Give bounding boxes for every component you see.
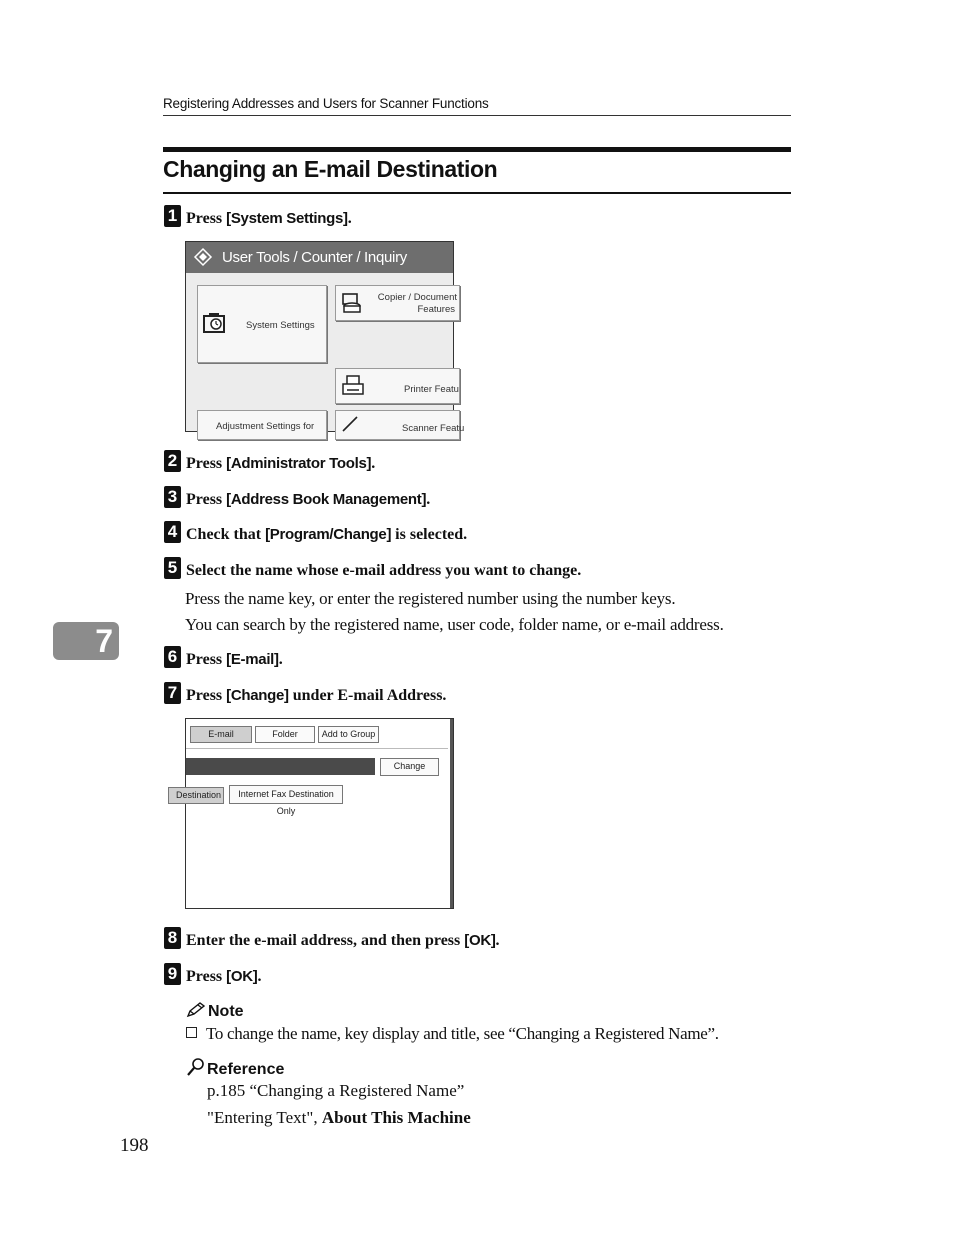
title-rule-top xyxy=(163,147,791,152)
destination-tab[interactable]: Destination xyxy=(168,787,224,804)
email-tab[interactable]: E-mail xyxy=(190,726,252,743)
header-rule xyxy=(163,115,791,116)
screenshot-right-edge xyxy=(450,719,453,908)
user-tools-screenshot xyxy=(185,241,465,434)
step-5-body-line-2: You can search by the registered name, user code, folder name, or e-mail address. xyxy=(185,615,724,634)
change-button[interactable]: Change xyxy=(380,758,439,776)
user-tools-title-bar xyxy=(186,242,453,273)
chapter-tab: 7 xyxy=(53,622,119,660)
step-number-6: 6 xyxy=(164,646,181,668)
email-tab-screenshot xyxy=(175,718,454,909)
copier-label-line2: Features xyxy=(417,304,455,315)
step-3-text: Press [Address Book Management]. xyxy=(186,491,431,508)
step-number-4: 4 xyxy=(164,521,181,543)
step-9-text: Press [OK]. xyxy=(186,968,262,985)
step-number-5: 5 xyxy=(164,557,181,579)
note-item: To change the name, key display and title, see “Changing a Registered Name”. xyxy=(186,1024,719,1044)
step-number-3: 3 xyxy=(164,486,181,508)
magnifier-icon xyxy=(186,1058,206,1076)
step-7-text: Press [Change] under E-mail Address. xyxy=(186,687,447,704)
system-settings-button[interactable] xyxy=(197,285,327,363)
system-settings-icon xyxy=(202,311,226,335)
printer-label: Printer Featu xyxy=(404,384,459,395)
email-address-field[interactable] xyxy=(186,758,375,775)
scanner-label: Scanner Featu xyxy=(402,423,465,434)
system-settings-label: System Settings xyxy=(246,320,315,331)
user-tools-title: User Tools / Counter / Inquiry xyxy=(222,249,407,266)
printer-icon xyxy=(341,374,365,398)
scanner-icon xyxy=(341,415,363,433)
folder-tab[interactable]: Folder xyxy=(255,726,315,743)
copier-label-line1: Copier / Document xyxy=(377,292,457,303)
step-number-2: 2 xyxy=(164,450,181,472)
step-5-body-line-1: Press the name key, or enter the registered number using the number keys. xyxy=(185,589,676,608)
note-heading: Note xyxy=(186,1002,244,1021)
step-8-text: Enter the e-mail address, and then press [OK]. xyxy=(186,932,500,949)
step-6-text: Press [E-mail]. xyxy=(186,651,283,668)
step-number-1: 1 xyxy=(164,205,181,227)
step-2-text: Press [Administrator Tools]. xyxy=(186,455,376,472)
page-number: 198 xyxy=(120,1135,149,1156)
adjustment-settings-button[interactable] xyxy=(197,410,327,440)
step-4-text: Check that [Program/Change] is selected. xyxy=(186,526,468,543)
tab-divider xyxy=(186,748,448,749)
reference-line-1: p.185 “Changing a Registered Name” xyxy=(207,1081,465,1100)
step-number-7: 7 xyxy=(164,682,181,704)
title-rule-bottom xyxy=(163,192,791,194)
step-number-8: 8 xyxy=(164,927,181,949)
step-1-text: Press [System Settings]. xyxy=(186,210,352,227)
running-head: Registering Addresses and Users for Scanner Functions xyxy=(163,96,489,111)
reference-heading: Reference xyxy=(186,1058,284,1079)
user-tools-icon xyxy=(195,249,211,265)
printer-features-button[interactable] xyxy=(335,368,460,404)
pencil-icon xyxy=(186,1002,206,1018)
adjustment-label: Adjustment Settings for xyxy=(216,421,315,432)
copier-features-button[interactable] xyxy=(335,285,460,321)
copier-icon xyxy=(340,291,364,315)
page-title: Changing an E-mail Destination xyxy=(163,156,498,182)
step-number-9: 9 xyxy=(164,963,181,985)
scanner-features-button[interactable] xyxy=(335,410,465,440)
note-checkbox-icon xyxy=(186,1027,197,1038)
step-5-text: Select the name whose e-mail address you want to change. xyxy=(186,562,582,579)
add-to-group-tab[interactable]: Add to Group xyxy=(318,726,379,743)
internet-fax-only-button[interactable]: Internet Fax Destination Only xyxy=(229,785,343,804)
reference-line-2: "Entering Text", About This Machine xyxy=(207,1108,471,1127)
